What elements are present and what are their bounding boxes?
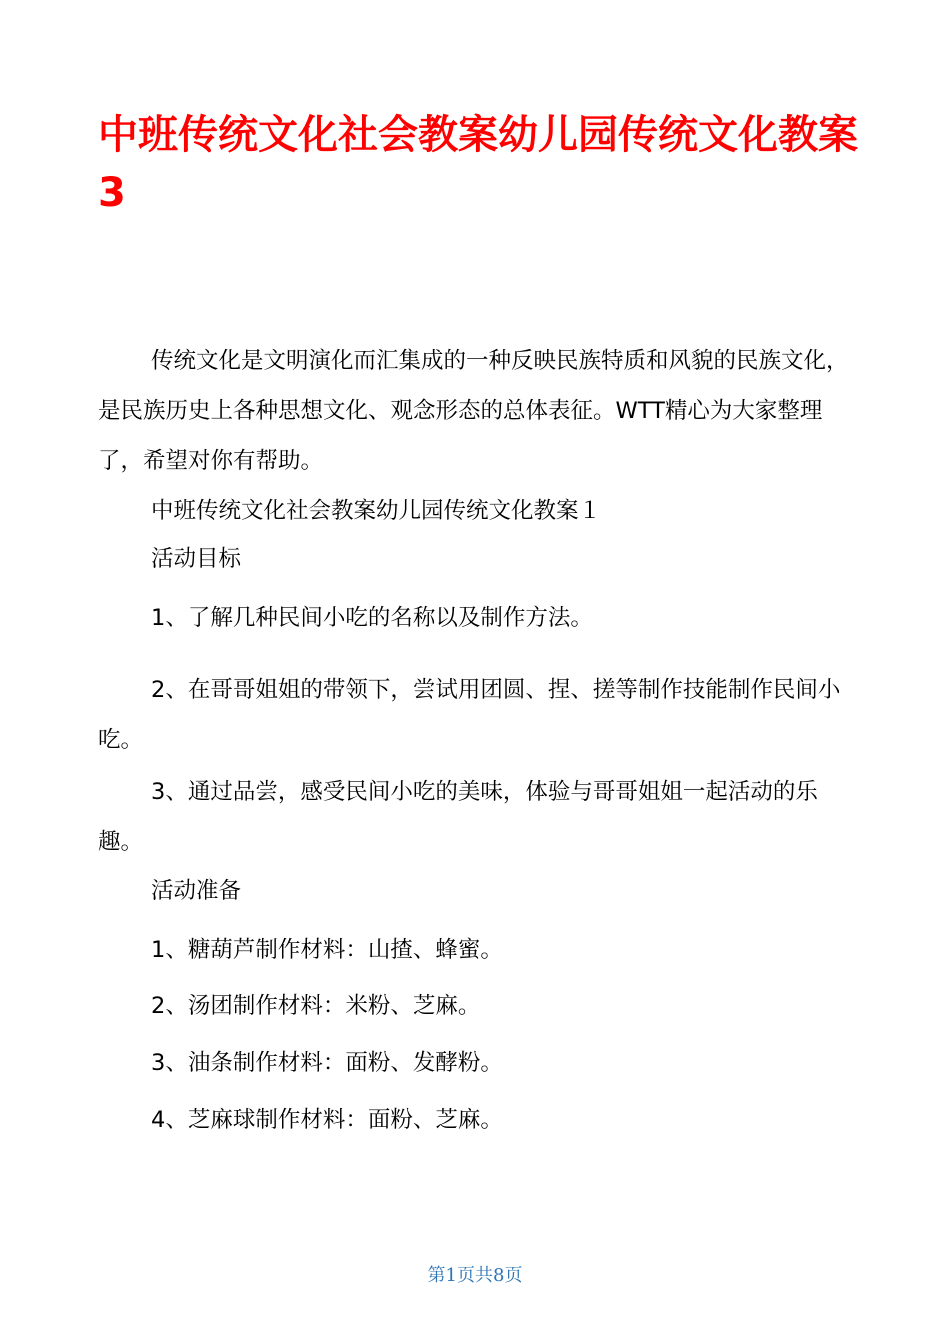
goals-heading: 活动目标: [151, 546, 242, 572]
goal-item: 1、了解几种民间小吃的名称以及制作方法。: [151, 605, 593, 631]
prep-item: 1、糖葫芦制作材料：山揸、蜂蜜。: [151, 937, 503, 963]
prep-item: 4、芝麻球制作材料：面粉、芝麻。: [151, 1107, 503, 1133]
document-title: 中班传统文化社会教案幼儿园传统文化教案3: [98, 112, 858, 216]
goal-item: 2、在哥哥姐姐的带领下，尝试用团圆、捏、搓等制作技能制作民间小吃。: [98, 677, 841, 753]
page-number: 第1页共8页: [427, 1265, 523, 1286]
prep-heading: 活动准备: [151, 878, 242, 904]
prep-item: 2、汤团制作材料：米粉、芝麻。: [151, 993, 481, 1019]
lesson-subtitle: 中班传统文化社会教案幼儿园传统文化教案１: [151, 498, 602, 524]
prep-item: 3、油条制作材料：面粉、发酵粉。: [151, 1050, 503, 1076]
intro-paragraph: 传统文化是文明演化而汇集成的一种反映民族特质和风貌的民族文化，是民族历史上各种思想文化、观念形态的总体表征。WTT精心为大家整理了，希望对你有帮助。: [98, 348, 849, 474]
goal-item: 3、通过品尝，感受民间小吃的美味，体验与哥哥姐姐一起活动的乐趣。: [98, 779, 818, 855]
